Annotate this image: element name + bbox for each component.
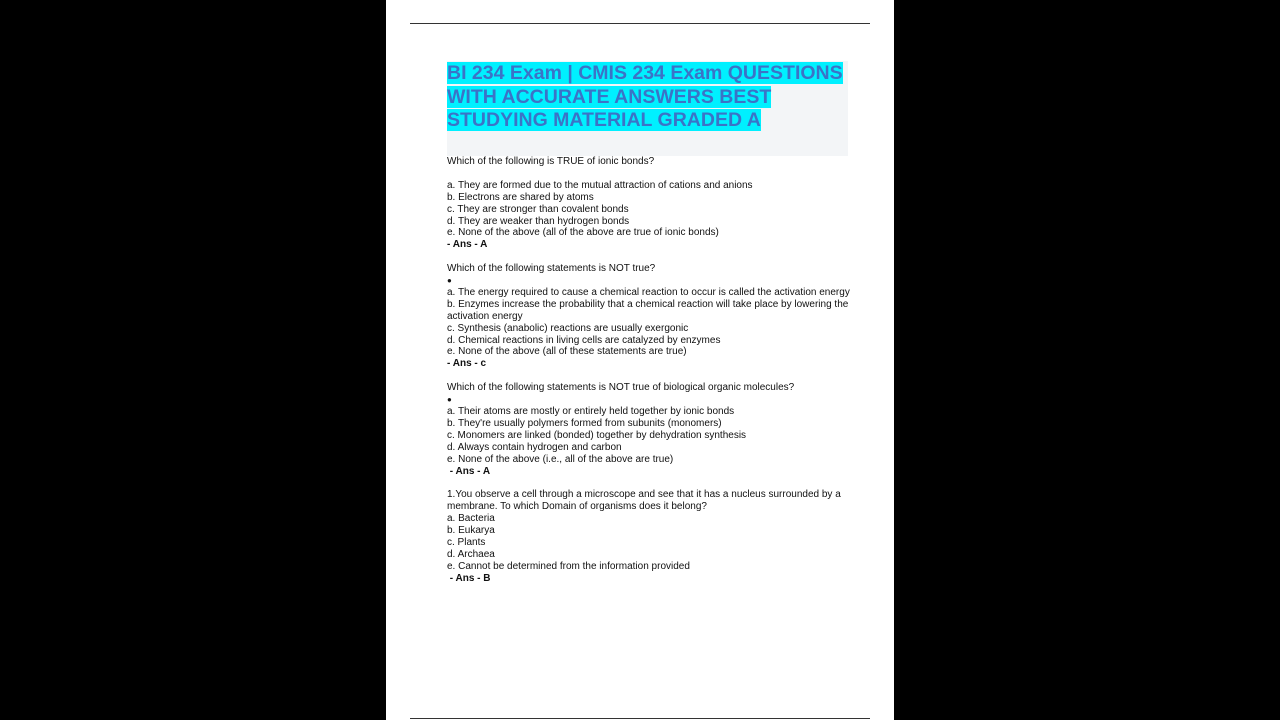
top-divider [410, 23, 870, 24]
spacer [447, 370, 852, 382]
question-prompt: Which of the following statements is NOT true? [447, 263, 656, 275]
question-list [447, 156, 852, 585]
answer-option: a. Their atoms are mostly or entirely held together by ionic bonds [447, 405, 735, 417]
spacer [447, 168, 852, 180]
bullet-icon: ● [447, 395, 452, 405]
answer-option: a. They are formed due to the mutual attraction of cations and anions [447, 179, 753, 191]
answer-key: - Ans - B [447, 572, 491, 584]
document-page [386, 0, 894, 720]
answer-option: b. Eukarya [447, 525, 495, 537]
answer-option: e. None of the above (all of the above are true of ionic bonds) [447, 227, 719, 239]
answer-option: d. Always contain hydrogen and carbon [447, 441, 622, 453]
answer-option: d. Archaea [447, 548, 495, 560]
answer-option: d. They are weaker than hydrogen bonds [447, 215, 630, 227]
answer-option: a. The energy required to cause a chemical reaction to occur is called the activation energy [447, 286, 850, 298]
answer-option: c. They are stronger than covalent bonds [447, 203, 629, 215]
question-prompt: 1.You observe a cell through a microscope and see that it has a nucleus surrounded by a membrane. To which Domain of organisms does it belong? [447, 489, 841, 513]
answer-option: e. None of the above (all of these statements are true) [447, 346, 687, 358]
question-prompt: Which of the following statements is NOT true of biological organic molecules? [447, 382, 795, 394]
question-block [447, 382, 852, 489]
spacer [447, 477, 852, 489]
question-block [447, 489, 852, 584]
answer-option: b. They're usually polymers formed from subunits (monomers) [447, 417, 722, 429]
answer-key: - Ans - c [447, 358, 487, 370]
document-title-text: BI 234 Exam | CMIS 234 Exam QUESTIONS WITH ACCURATE ANSWERS BEST STUDYING MATERIAL GRADED A [447, 62, 843, 131]
answer-option: e. Cannot be determined from the information provided [447, 560, 690, 572]
answer-key: - Ans - A [447, 465, 491, 477]
answer-option: c. Monomers are linked (bonded) together by dehydration synthesis [447, 429, 747, 441]
spacer [447, 251, 852, 263]
answer-option: b. Enzymes increase the probability that a chemical reaction will take place by lowering the activation energy [447, 298, 849, 322]
answer-option: e. None of the above (i.e., all of the above are true) [447, 453, 674, 465]
question-block [447, 263, 852, 382]
bottom-divider [410, 718, 870, 719]
answer-option: c. Plants [447, 536, 486, 548]
answer-key: - Ans - A [447, 239, 488, 251]
answer-option: c. Synthesis (anabolic) reactions are usually exergonic [447, 322, 689, 334]
answer-option: b. Electrons are shared by atoms [447, 191, 594, 203]
question-block [447, 156, 852, 263]
answer-option: a. Bacteria [447, 513, 495, 525]
question-prompt: Which of the following is TRUE of ionic bonds? [447, 156, 655, 167]
bullet-icon: ● [447, 276, 452, 286]
document-title [447, 62, 848, 133]
answer-option: d. Chemical reactions in living cells are catalyzed by enzymes [447, 334, 721, 346]
